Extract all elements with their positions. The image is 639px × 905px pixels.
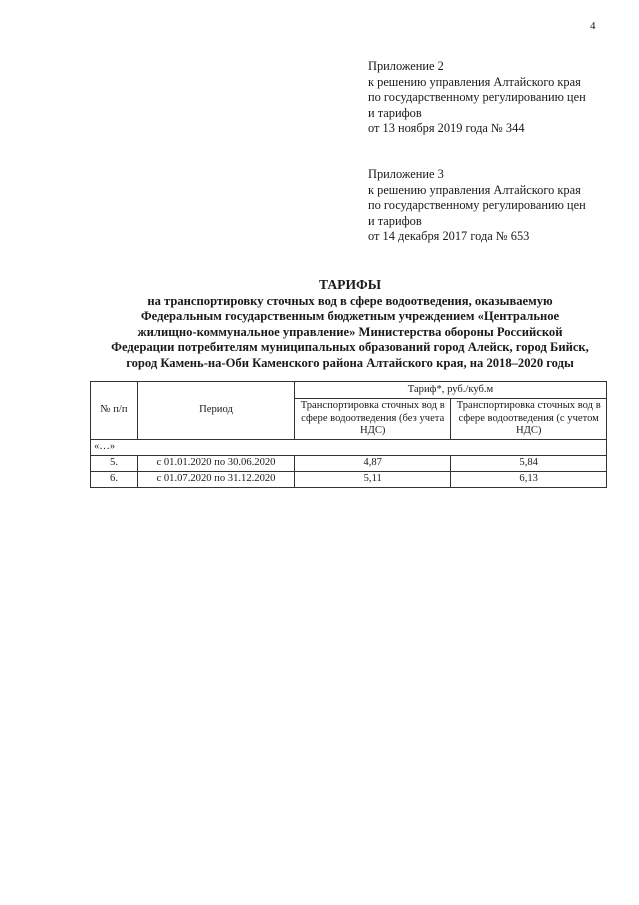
table-ellipsis-row — [91, 440, 607, 456]
table-header-row — [91, 382, 607, 399]
header-tariff-group: Тариф*, руб./куб.м — [295, 382, 607, 399]
header-num: № п/п — [91, 382, 138, 440]
heading-line: на транспортировку сточных вод в сфере водоотведения, оказываемую — [147, 293, 553, 308]
annex-2-date: от 13 ноября 2019 года № 344 — [368, 121, 525, 136]
annex-2-title: Приложение 2 — [368, 59, 444, 73]
annex-2-line: к решению управления Алтайского края — [368, 74, 581, 89]
annex-3-line: к решению управления Алтайского края — [368, 182, 581, 197]
annex-3-header — [368, 167, 586, 245]
tariff-table — [90, 381, 607, 488]
heading-line: Федеральным государственным бюджетным учреждением «Центральное — [140, 309, 560, 324]
document-heading — [90, 277, 610, 372]
ellipsis-cell: «…» — [91, 440, 607, 456]
row-period: с 01.07.2020 по 31.12.2020 — [138, 471, 295, 487]
row-num: 5. — [91, 455, 138, 471]
row-without-vat: 4,87 — [295, 455, 451, 471]
annex-2-line: по государственному регулированию цен — [368, 90, 586, 105]
header-with-vat: Транспортировка сточных вод в сфере водоотведения (с учетом НДС) — [451, 399, 607, 440]
annex-3-line: и тарифов — [368, 213, 422, 228]
annex-2-header — [368, 59, 586, 137]
document-title: ТАРИФЫ — [318, 277, 382, 292]
row-with-vat: 6,13 — [451, 471, 607, 487]
row-with-vat: 5,84 — [451, 455, 607, 471]
row-without-vat: 5,11 — [295, 471, 451, 487]
annex-2-line: и тарифов — [368, 105, 422, 120]
row-period: с 01.01.2020 по 30.06.2020 — [138, 455, 295, 471]
annex-3-line: по государственному регулированию цен — [368, 198, 586, 213]
heading-line: город Камень-на-Оби Каменского района Алтайского края, на 2018–2020 годы — [126, 355, 574, 370]
heading-line: жилищно-коммунальное управление» Министерства обороны Российской — [137, 324, 563, 339]
page-number: 4 — [590, 20, 596, 32]
annex-3-date: от 14 декабря 2017 года № 653 — [368, 229, 530, 244]
header-without-vat: Транспортировка сточных вод в сфере водоотведения (без учета НДС) — [295, 399, 451, 440]
heading-line: Федерации потребителям муниципальных образований город Алейск, город Бийск, — [111, 340, 589, 355]
table-row — [91, 471, 607, 487]
header-period: Период — [138, 382, 295, 440]
table-row — [91, 455, 607, 471]
row-num: 6. — [91, 471, 138, 487]
annex-3-title: Приложение 3 — [368, 167, 444, 181]
